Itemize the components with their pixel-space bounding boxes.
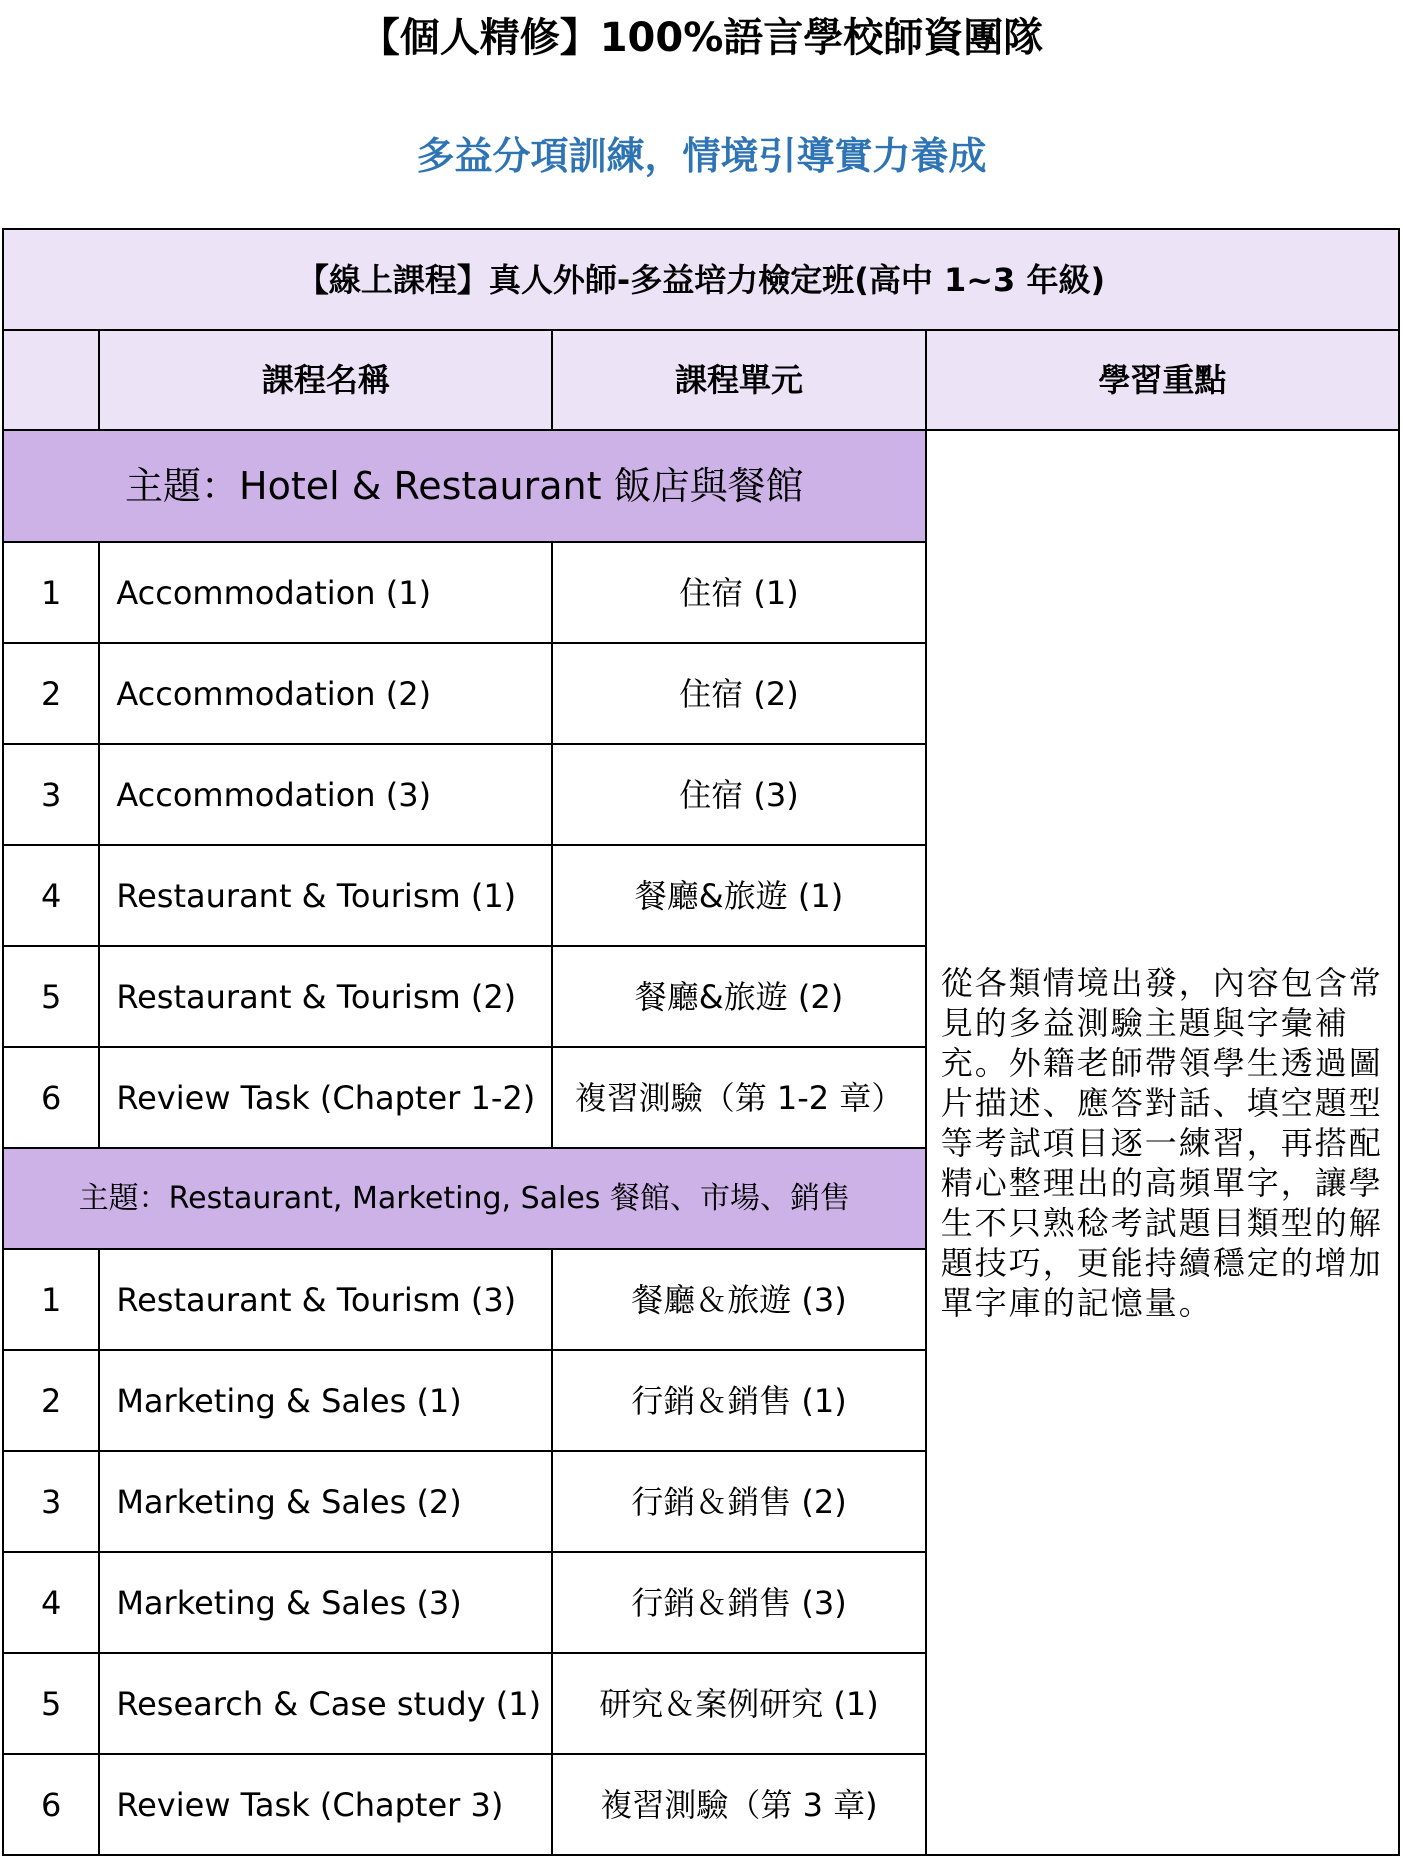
course-name: Marketing & Sales (2) bbox=[99, 1451, 552, 1552]
row-number: 3 bbox=[3, 1451, 99, 1552]
theme-label: 主題：Restaurant, Marketing, Sales 餐館、市場、銷售 bbox=[3, 1148, 926, 1249]
course-name: Marketing & Sales (3) bbox=[99, 1552, 552, 1653]
course-name: Accommodation (2) bbox=[99, 643, 552, 744]
row-number: 2 bbox=[3, 1350, 99, 1451]
course-unit: 住宿 (3) bbox=[552, 744, 925, 845]
course-unit: 行銷＆銷售 (2) bbox=[552, 1451, 925, 1552]
course-unit: 餐廳&旅遊 (2) bbox=[552, 946, 925, 1047]
header-learning-focus: 學習重點 bbox=[926, 330, 1399, 430]
row-number: 2 bbox=[3, 643, 99, 744]
course-table bbox=[2, 228, 1400, 1856]
course-name: Accommodation (1) bbox=[99, 542, 552, 643]
course-name: Restaurant & Tourism (1) bbox=[99, 845, 552, 946]
table-title: 【線上課程】真人外師-多益培力檢定班(高中 1~3 年級) bbox=[3, 229, 1399, 330]
course-unit: 複習測驗（第 1-2 章） bbox=[552, 1047, 925, 1148]
course-unit: 餐廳＆旅遊 (3) bbox=[552, 1249, 925, 1350]
row-number: 1 bbox=[3, 1249, 99, 1350]
header-course-name: 課程名稱 bbox=[99, 330, 552, 430]
course-unit: 住宿 (1) bbox=[552, 542, 925, 643]
course-name: Restaurant & Tourism (3) bbox=[99, 1249, 552, 1350]
row-number: 3 bbox=[3, 744, 99, 845]
learning-focus-text: 從各類情境出發，內容包含常見的多益測驗主題與字彙補充。外籍老師帶領學生透過圖片描述、應答對話、填空題型等考試項目逐一練習，再搭配精心整理出的高頻單字，讓學生不只熟稔考試題目類型的解題技巧，更能持續穩定的增加單字庫的記憶量。 bbox=[926, 430, 1399, 1855]
course-name: Research & Case study (1) bbox=[99, 1653, 552, 1754]
course-name: Review Task (Chapter 3) bbox=[99, 1754, 552, 1855]
page-subtitle: 多益分項訓練，情境引導實力養成 bbox=[416, 134, 987, 178]
theme-row bbox=[3, 430, 1399, 542]
row-number: 5 bbox=[3, 1653, 99, 1754]
page-title: 【個人精修】100%語言學校師資團隊 bbox=[359, 15, 1044, 61]
course-name: Accommodation (3) bbox=[99, 744, 552, 845]
course-name: Marketing & Sales (1) bbox=[99, 1350, 552, 1451]
row-number: 6 bbox=[3, 1754, 99, 1855]
course-unit: 行銷＆銷售 (1) bbox=[552, 1350, 925, 1451]
header-course-unit: 課程單元 bbox=[552, 330, 925, 430]
course-unit: 住宿 (2) bbox=[552, 643, 925, 744]
row-number: 4 bbox=[3, 1552, 99, 1653]
course-unit: 餐廳&旅遊 (1) bbox=[552, 845, 925, 946]
course-unit: 研究＆案例研究 (1) bbox=[552, 1653, 925, 1754]
theme-label: 主題：Hotel & Restaurant 飯店與餐館 bbox=[3, 430, 926, 542]
course-unit: 複習測驗（第 3 章) bbox=[552, 1754, 925, 1855]
course-name: Review Task (Chapter 1-2) bbox=[99, 1047, 552, 1148]
row-number: 5 bbox=[3, 946, 99, 1047]
header-row bbox=[3, 330, 1399, 430]
table-title-row bbox=[3, 229, 1399, 330]
header-blank bbox=[3, 330, 99, 430]
row-number: 6 bbox=[3, 1047, 99, 1148]
course-name: Restaurant & Tourism (2) bbox=[99, 946, 552, 1047]
row-number: 4 bbox=[3, 845, 99, 946]
row-number: 1 bbox=[3, 542, 99, 643]
course-unit: 行銷＆銷售 (3) bbox=[552, 1552, 925, 1653]
